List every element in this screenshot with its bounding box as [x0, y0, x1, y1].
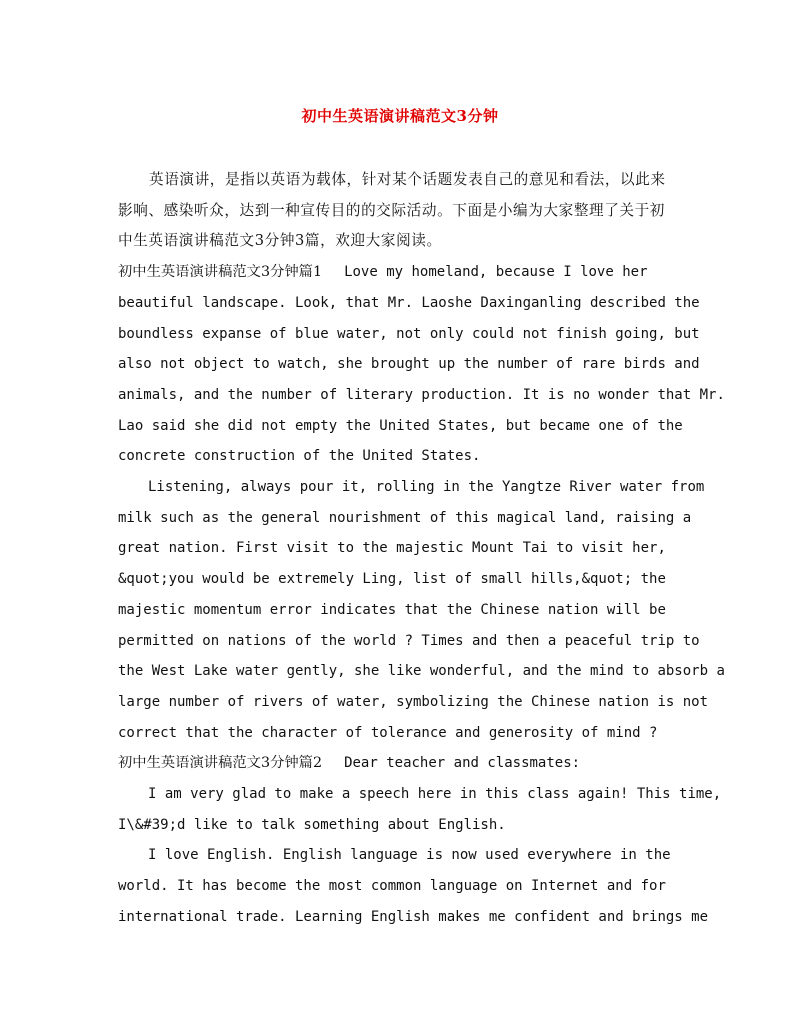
document-title: 初中生英语演讲稿范文3分钟 [301, 107, 499, 125]
section-1-line-7: concrete construction of the United States. [118, 448, 481, 465]
document-body [118, 165, 725, 933]
section-2-para-1-line-1: I am very glad to make a speech here in this class again! This time, [148, 786, 722, 803]
section-2-para-1-line-2: I\&#39;d like to talk something about English. [118, 816, 506, 833]
section-1-para-2-line-6: permitted on nations of the world ? Times and then a peaceful trip to [118, 632, 700, 649]
section-1-line-3: boundless expanse of blue water, not only could not finish going, but [118, 325, 700, 342]
section-1-line-4: also not object to watch, she brought up the number of rare birds and [118, 356, 700, 373]
section-1-first-line [118, 257, 688, 288]
section-2-para-2-line-3: international trade. Learning English makes me confident and brings me [118, 908, 709, 925]
intro-line-3: 中生英语演讲稿范文3分钟3篇，欢迎大家阅读。 [118, 232, 442, 250]
intro-line-2: 影响、感染听众，达到一种宣传目的的交际活动。下面是小编为大家整理了关于初 [118, 201, 665, 219]
section-1-para-2-line-9: correct that the character of tolerance and generosity of mind ? [118, 724, 658, 741]
section-1-para-2-line-8: large number of rivers of water, symbolizing the Chinese nation is not [118, 693, 709, 710]
intro-line-1: 英语演讲，是指以英语为载体，针对某个话题发表自己的意见和看法，以此来 [149, 171, 666, 188]
section-2-first-line [118, 748, 688, 779]
section-1-line-6: Lao said she did not empty the United States, but became one of the [118, 417, 683, 434]
section-1-para-2-line-2: milk such as the general nourishment of this magical land, raising a [118, 509, 692, 526]
section-1-line-1: Love my homeland, because I love her [344, 264, 648, 281]
section-1-para-2-line-3: great nation. First visit to the majestic Mount Tai to visit her, [118, 540, 666, 557]
section-1-para-2-line-4: &quot;you would be extremely Ling, list of small hills,&quot; the [118, 571, 666, 588]
section-2-greeting: Dear teacher and classmates: [344, 755, 581, 772]
section-2-para-2-line-2: world. It has become the most common language on Internet and for [118, 878, 666, 895]
section-1-heading: 初中生英语演讲稿范文3分钟篇1 [118, 264, 323, 281]
section-1-para-2-line-1: Listening, always pour it, rolling in the Yangtze River water from [148, 479, 705, 496]
section-1-line-5: animals, and the number of literary production. It is no wonder that Mr. [118, 386, 725, 403]
section-1-para-2-line-7: the West Lake water gently, she like wonderful, and the mind to absorb a [118, 663, 725, 680]
section-2-para-2-line-1: I love English. English language is now used everywhere in the [148, 847, 671, 864]
section-1-para-2-line-5: majestic momentum error indicates that the Chinese nation will be [118, 601, 666, 618]
section-2-heading: 初中生英语演讲稿范文3分钟篇2 [118, 755, 323, 772]
section-1-line-2: beautiful landscape. Look, that Mr. Laoshe Daxinganling described the [118, 294, 700, 311]
